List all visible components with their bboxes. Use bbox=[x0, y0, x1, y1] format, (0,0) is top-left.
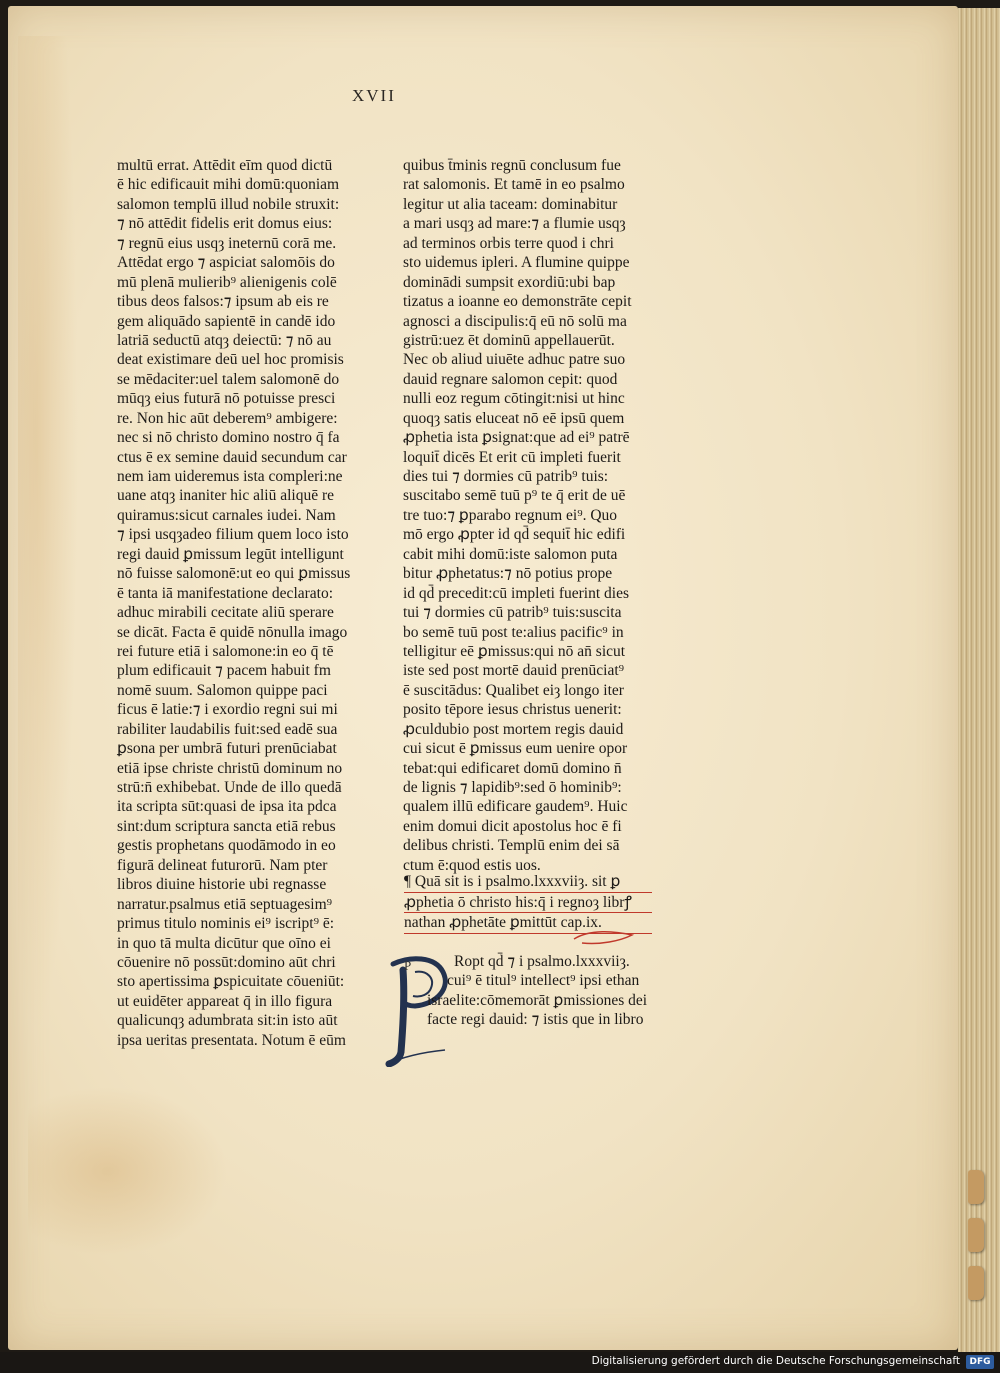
text-line: deat existimare deū uel hoc promisis bbox=[117, 351, 344, 369]
text-line: mūqȝ eius futurā nō potuisse presci bbox=[117, 390, 336, 408]
text-line: telligitur eē ꝑmissus:qui nō an̄ sicut bbox=[403, 642, 626, 660]
text-line: rabiliter laudabilis fuit:sed eadē sua bbox=[117, 720, 338, 738]
chapter-line: Ropt qd̄ ⁊ i psalmo.lxxxviiȝ. bbox=[454, 953, 630, 970]
text-line: tre tuo:⁊ ꝑparabo regnum ei⁹. Quo bbox=[403, 506, 618, 524]
text-line: regi dauid ꝑmissum legūt intelligunt bbox=[117, 545, 344, 563]
text-line: cui sicut ē ꝑmissus eum uenire opor bbox=[403, 740, 628, 758]
text-line: figurā delineat futurorū. Nam pter bbox=[117, 856, 328, 874]
text-line: multū errat. Attēdit eīm quod dictū bbox=[117, 157, 333, 174]
text-line: legitur ut alia taceam: dominabitur bbox=[403, 195, 618, 213]
text-line: cōuenire nō possūt:domino aūt chri bbox=[117, 953, 336, 971]
text-line: ⁊ ipsi usqȝadeo filium quem loco isto bbox=[117, 526, 349, 544]
text-line: uane atqȝ inaniter hic aliū aliquē re bbox=[117, 487, 334, 505]
text-line: enim domui dicit apostolus hoc ē fi bbox=[403, 817, 622, 835]
text-line: quiramus:sicut carnales iudei. Nam bbox=[117, 506, 336, 524]
text-line: ē hic edificauit mihi domū:quoniam bbox=[117, 176, 340, 194]
text-line: sto apertissima ꝑspicuitate cōueniūt: bbox=[117, 973, 345, 991]
text-line: ꝓculdubio post mortem regis dauid bbox=[403, 720, 624, 738]
text-line: primus titulo nominis ei⁹ iscript⁹ ē: bbox=[117, 915, 335, 933]
text-line: qualicunqȝ adumbrata sit:in isto aūt bbox=[117, 1012, 338, 1030]
chapter-line: israelite:cōmemorāt ꝑmissiones dei bbox=[427, 991, 647, 1009]
text-line: de lignis ⁊ lapidib⁹:sed ō hominib⁹: bbox=[403, 779, 622, 796]
text-line: dies tui ⁊ dormies cū patrib⁹ tuis: bbox=[403, 468, 609, 485]
text-line: Nec ob aliud uiuēte adhuc patre suo bbox=[403, 351, 626, 369]
text-line: tui ⁊ dormies cū patrib⁹ tuis:suscita bbox=[403, 604, 622, 622]
text-line: latriā seductū atqȝ deiectū: ⁊ nō au bbox=[117, 331, 332, 349]
text-line: strū:n̄ exhibebat. Unde de illo quedā bbox=[117, 779, 342, 796]
text-line: ipsa ueritas presentata. Notum ē eūm bbox=[117, 1031, 346, 1049]
text-line: agnosci a discipulis:q̄ eū nō solū ma bbox=[403, 312, 627, 330]
text-line: gestis prophetans quodāmodo in eo bbox=[117, 837, 336, 855]
text-line: qualem illū edificare gaudem⁹. Huic bbox=[403, 798, 628, 816]
text-line: se dicāt. Facta ē quidē nōnulla imago bbox=[117, 623, 348, 641]
text-line: gistrū:uez ēt dominū appellauerūt. bbox=[403, 331, 615, 349]
folio-number: XVII bbox=[352, 86, 396, 105]
text-line: bitur ꝓphetatus:⁊ nō potius prope bbox=[403, 565, 613, 583]
book-tab bbox=[968, 1266, 984, 1300]
text-line: nomē suum. Salomon quippe paci bbox=[117, 681, 328, 699]
red-flourish bbox=[570, 925, 640, 949]
text-line: ita scripta sūt:quasi de ipsa ita pdca bbox=[117, 798, 337, 816]
text-line: re. Non hic aūt deberem⁹ ambigere: bbox=[117, 409, 338, 427]
text-line: sto uidemus ipleri. A flumine quippe bbox=[403, 254, 630, 272]
chapter-line: facte regi dauid: ⁊ istis que in libro bbox=[427, 1011, 644, 1029]
text-line: loquit̄ dicēs Et erit cū impleti fuerit bbox=[403, 448, 621, 466]
text-line: ꝓphetia ista ꝑsignat:que ad ei⁹ patrē bbox=[403, 429, 630, 447]
guide-letter: P bbox=[404, 958, 412, 973]
text-line: sint:dum scriptura sancta etiā rebus bbox=[117, 817, 336, 835]
text-line: ctum ē:quod estis uos. bbox=[403, 856, 541, 874]
left-text-column bbox=[117, 156, 367, 1050]
rubric-line: ¶ Quā sit is i psalmo.lxxxviiȝ. sit ꝑ bbox=[404, 872, 652, 893]
text-line: nem iam uideremus ista compleri:ne bbox=[117, 468, 343, 485]
text-line: rat salomonis. Et tamē in eo psalmo bbox=[403, 176, 625, 194]
text-line: posito tēpore iesus christus uenerit: bbox=[403, 701, 622, 719]
text-line: nulli eoz regum cōtingit:nisi ut hinc bbox=[403, 390, 625, 408]
text-line: mō ergo ꝓpter id qd̄ sequit̄ hic edifi bbox=[403, 526, 626, 544]
text-line: nō fuisse salomonē:ut eo qui ꝑmissus bbox=[117, 565, 351, 583]
text-line: gem aliquādo sapientē in candē ido bbox=[117, 312, 336, 330]
text-line: adhuc mirabili cecitate aliū sperare bbox=[117, 604, 334, 622]
text-line: tizatus a ioanne eo demonstrāte cepit bbox=[403, 293, 632, 311]
text-line: ficus ē latie:⁊ i exordio regni sui mi bbox=[117, 701, 338, 719]
text-line: ē tanta iā manifestatione declarato: bbox=[117, 584, 334, 602]
footer-bar bbox=[0, 1352, 1000, 1373]
funding-credit: Digitalisierung gefördert durch die Deutsche Forschungsgemeinschaft bbox=[591, 1355, 960, 1367]
text-line: quibus t̄minis regnū conclusum fue bbox=[403, 157, 621, 174]
text-line: delibus christi. Templū enim dei sā bbox=[403, 837, 620, 855]
text-line: rei future etiā i salomone:in eo q̄ tē bbox=[117, 642, 334, 660]
text-line: dauid regnare salomon cepit: quod bbox=[403, 370, 618, 388]
text-line: id qd̄ precedit:cū impleti fuerint dies bbox=[403, 584, 629, 602]
text-line: Attēdat ergo ⁊ aspiciat salomōis do bbox=[117, 254, 335, 272]
text-line: quoqȝ satis eluceat nō eē ipsū quem bbox=[403, 409, 625, 427]
text-line: ad terminos orbis terre quod i chri bbox=[403, 234, 614, 252]
text-line: tebat:qui edificaret domū domino n̄ bbox=[403, 759, 622, 777]
text-line: cabit mihi domū:iste salomon puta bbox=[403, 545, 618, 563]
book-tab bbox=[968, 1218, 984, 1252]
text-line: ⁊ nō attēdit fidelis erit domus eius: bbox=[117, 215, 333, 233]
text-line: narratur.psalmus etiā septuagesim⁹ bbox=[117, 895, 333, 913]
text-line: a mari usqȝ ad mare:⁊ a flumie usqȝ bbox=[403, 215, 626, 233]
chapter-line: cui⁹ ē titul⁹ intellect⁹ ipsi ethan bbox=[447, 972, 640, 990]
text-line: nec si nō christo domino nostro q̄ fa bbox=[117, 429, 340, 447]
text-line: ē suscitādus: Qualibet eiȝ longo iter bbox=[403, 681, 624, 699]
rubric-line: ꝓphetia ō christo his:q̄ i regnoȝ librꝭ bbox=[404, 893, 652, 914]
book-fore-edge bbox=[958, 8, 1000, 1352]
text-line: tibus deos falsos:⁊ ipsum ab eis re bbox=[117, 293, 329, 311]
text-line: iste sed post mortē dauid prenūciat⁹ bbox=[403, 662, 625, 680]
text-line: libros diuine historie ubi regnasse bbox=[117, 876, 327, 894]
text-line: ꝑsona per umbrā futuri prenūciabat bbox=[117, 740, 337, 758]
rubric-line: nathan ꝓphetāte ꝑmittūt cap.ix. bbox=[404, 913, 652, 934]
text-line: suscitabo semē tuū p⁹ te q̄ erit de uē bbox=[403, 487, 626, 505]
text-line: ⁊ regnū eius usqȝ ineternū corā me. bbox=[117, 234, 337, 252]
text-line: se mēdaciter:uel talem salomonē do bbox=[117, 370, 340, 388]
dfg-logo: DFG bbox=[966, 1355, 994, 1369]
text-line: ut euidēter appareat q̄ in illo figura bbox=[117, 992, 333, 1010]
text-line: in quo tā multa dicūtur que oīno ei bbox=[117, 934, 331, 952]
paper-stain bbox=[28, 1086, 228, 1256]
text-line: dominādi sumpsit exordiū:ubi bap bbox=[403, 273, 616, 291]
text-line: mū plenā mulierib⁹ alienigenis colē bbox=[117, 273, 337, 291]
text-line: plum edificauit ⁊ pacem habuit fm bbox=[117, 662, 331, 680]
text-line: ctus ē ex semine dauid secundum car bbox=[117, 448, 347, 466]
text-line: salomon templū illud nobile struxit: bbox=[117, 195, 340, 213]
book-tab bbox=[968, 1170, 984, 1204]
text-line: etiā ipse christe christū dominum no bbox=[117, 759, 343, 777]
text-line: bo semē tuū post te:alius pacific⁹ in bbox=[403, 623, 624, 641]
right-text-column bbox=[403, 156, 648, 875]
chapter-text bbox=[407, 952, 647, 1030]
